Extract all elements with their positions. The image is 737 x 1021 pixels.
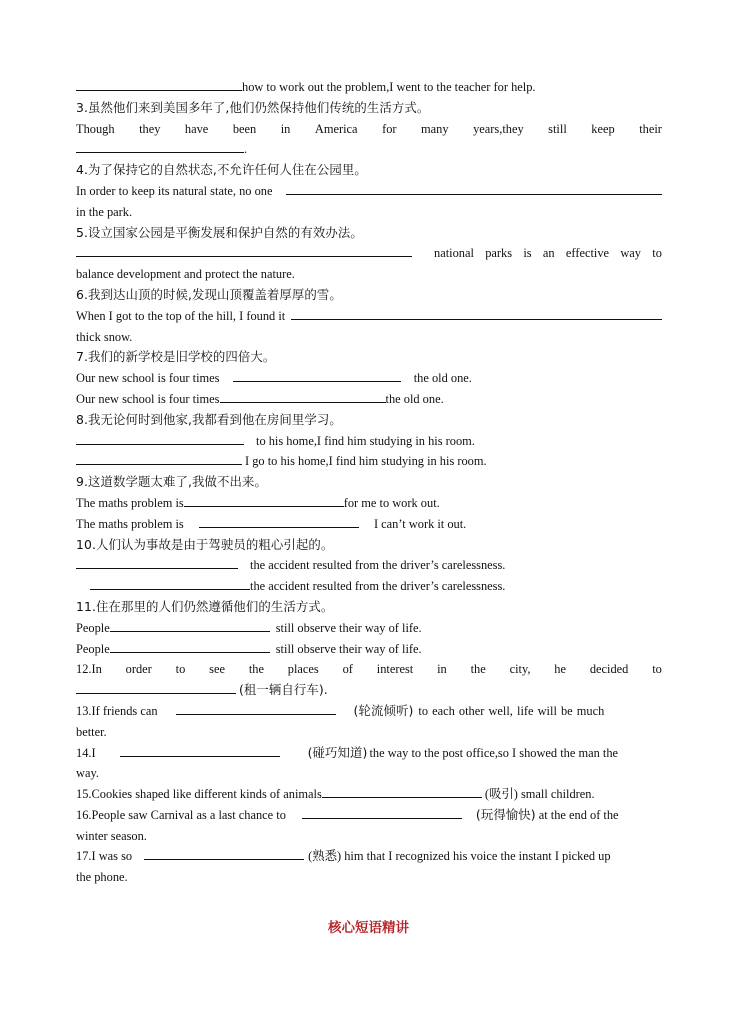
- answer-blank[interactable]: [76, 140, 244, 153]
- q6-end: thick snow.: [76, 329, 133, 344]
- q5-end: balance development and protect the nature.: [76, 267, 295, 282]
- q8-answer-a: to his home,I find him studying in his room.: [76, 431, 662, 452]
- answer-blank[interactable]: [110, 619, 270, 632]
- answer-blank[interactable]: [76, 681, 236, 694]
- answer-blank[interactable]: [322, 785, 482, 798]
- answer-blank[interactable]: [76, 452, 242, 465]
- q17-end: the phone.: [76, 870, 128, 885]
- q12-english: 12.In order to see the places of interest in the city, he decided to: [76, 662, 662, 677]
- answer-blank[interactable]: [184, 494, 344, 507]
- answer-blank[interactable]: [220, 390, 386, 403]
- q4-chinese: 4.为了保持它的自然状态,不允许任何人住在公园里。: [76, 162, 367, 178]
- answer-blank[interactable]: [286, 182, 662, 195]
- answer-blank[interactable]: [176, 702, 336, 715]
- q13-end: better.: [76, 724, 107, 739]
- q8-chinese: 8.我无论何时到他家,我都看到他在房间里学习。: [76, 411, 342, 427]
- answer-blank[interactable]: [120, 744, 280, 757]
- q11-answer-a: People still observe their way of life.: [76, 620, 422, 635]
- answer-blank[interactable]: [76, 244, 412, 257]
- q6-chinese: 6.我到达山顶的时候,发现山顶覆盖着厚厚的雪。: [76, 286, 342, 302]
- q15-english: 15.Cookies shaped like different kinds of animals (吸引) small children.: [76, 787, 595, 802]
- q14-english: 14.I (碰巧知道) the way to the post office,so I showed the man the: [76, 744, 619, 760]
- q12-end: (租一辆自行车).: [76, 680, 662, 701]
- q9-chinese: 9.这道数学题太难了,我做不出来。: [76, 474, 267, 490]
- q16-end: winter season.: [76, 828, 147, 843]
- line-2: how to work out the problem,I went to the teacher for help.: [76, 77, 662, 98]
- q7-answer-a: Our new school is four times the old one.: [76, 371, 472, 386]
- section-title: 核心短语精讲: [328, 920, 409, 936]
- q9-answer-a: The maths problem is for me to work out.: [76, 495, 440, 510]
- q16-english: 16.People saw Carnival as a last chance to (玩得愉快) at the end of the: [76, 806, 619, 822]
- q10-answer-b: the accident resulted from the driver’s carelessness.: [76, 576, 662, 597]
- q3-blank-line: .: [76, 139, 662, 160]
- answer-blank[interactable]: [291, 307, 662, 320]
- answer-blank[interactable]: [90, 577, 250, 590]
- q3-chinese: 3.虽然他们来到美国多年了,他们仍然保持他们传统的生活方式。: [76, 99, 430, 115]
- answer-blank[interactable]: [76, 78, 242, 91]
- q4-end: in the park.: [76, 204, 133, 219]
- q4-english: In order to keep its natural state, no one: [76, 181, 662, 202]
- answer-blank[interactable]: [144, 847, 304, 860]
- q3-english: Though they have been in America for many years,they still keep their: [76, 121, 662, 136]
- q5-english: national parks is an effective way to: [76, 243, 662, 264]
- q14-end: way.: [76, 766, 99, 781]
- q10-answer-a: the accident resulted from the driver’s carelessness.: [76, 555, 662, 576]
- q5-chinese: 5.设立国家公园是平衡发展和保护自然的有效办法。: [76, 224, 363, 240]
- answer-blank[interactable]: [76, 556, 238, 569]
- answer-blank[interactable]: [110, 640, 270, 653]
- q8-answer-b: I go to his home,I find him studying in his room.: [76, 451, 662, 472]
- q11-answer-b: People still observe their way of life.: [76, 641, 422, 656]
- q10-chinese: 10.人们认为事故是由于驾驶员的粗心引起的。: [76, 536, 334, 552]
- q11-chinese: 11.住在那里的人们仍然遵循他们的生活方式。: [76, 598, 334, 614]
- answer-blank[interactable]: [76, 432, 244, 445]
- q7-answer-b: Our new school is four times the old one.: [76, 391, 444, 406]
- q13-english: 13.If friends can (轮流倾听) to each other well, life will be much: [76, 702, 605, 718]
- q17-english: 17.I was so (熟悉) him that I recognized his voice the instant I picked up: [76, 849, 611, 864]
- q6-english: When I got to the top of the hill, I found it: [76, 306, 662, 327]
- worksheet: [76, 77, 662, 888]
- answer-blank[interactable]: [302, 806, 462, 819]
- q7-chinese: 7.我们的新学校是旧学校的四倍大。: [76, 349, 276, 365]
- answer-blank[interactable]: [233, 369, 401, 382]
- q9-answer-b: The maths problem is I can’t work it out.: [76, 516, 467, 531]
- answer-blank[interactable]: [199, 515, 359, 528]
